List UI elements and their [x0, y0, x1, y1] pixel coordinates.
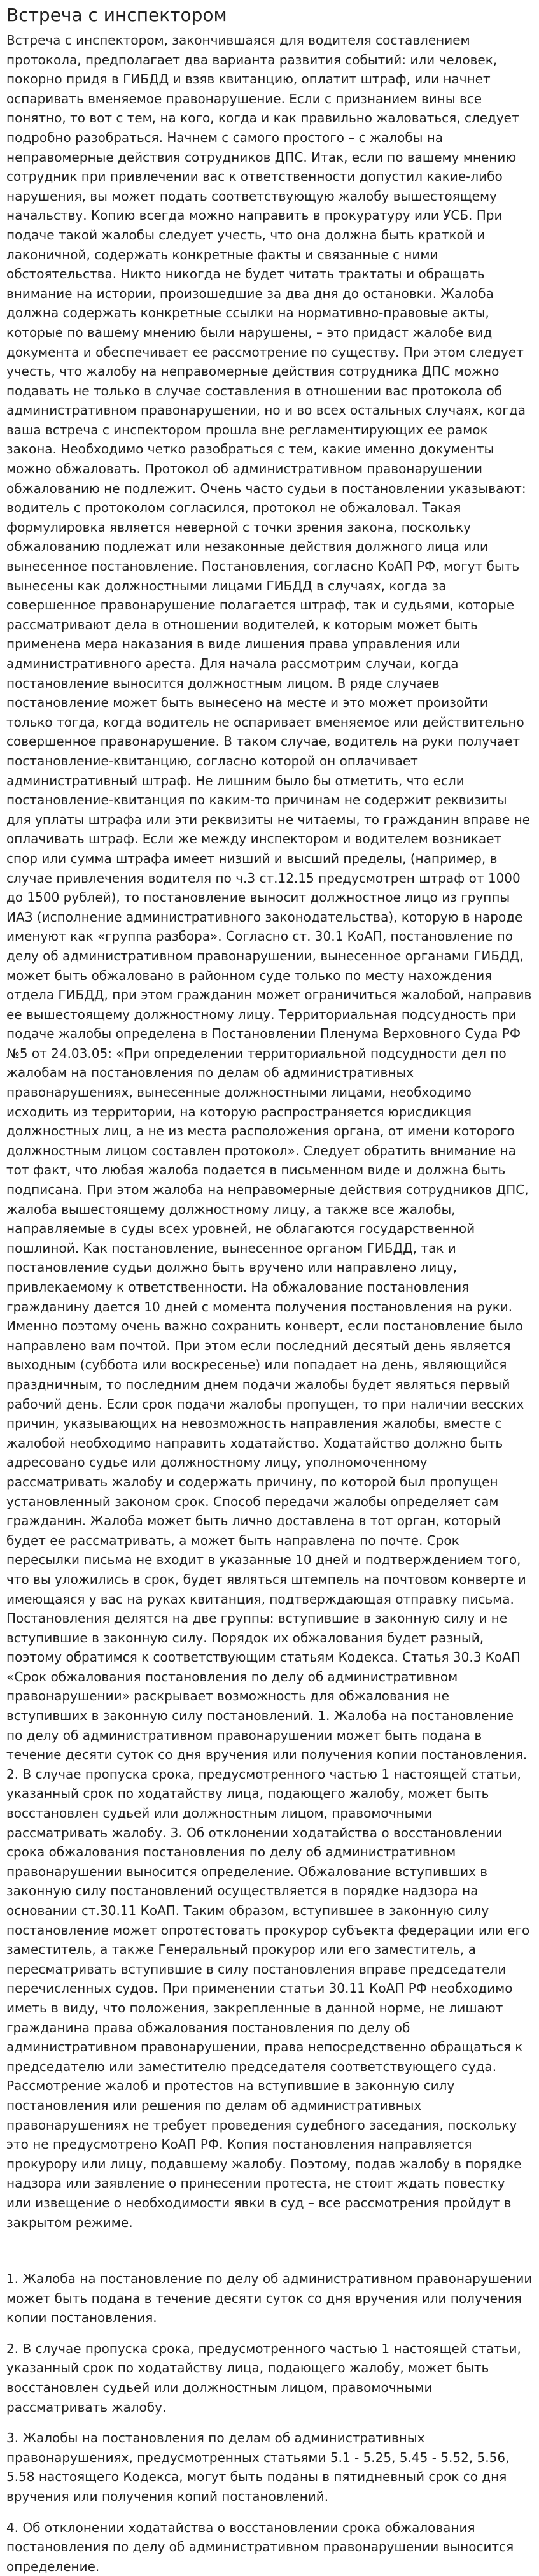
list-item: 3. Жалобы на постановления по делам об административных правонарушениях, предусмотренных статьями 5.1 - 5.25, 5.45 - 5.52, 5.56, 5.58 настоящего Кодекса, могут быть поданы в пятидневный срок со дня вручения или получения копий постановлений.: [6, 2430, 510, 2505]
list-item: 4. Об отклонении ходатайства о восстановлении срока обжалования постановления по делу об административном правонарушении выносится определение.: [6, 2519, 514, 2574]
article-title: Встреча с инспектором: [6, 4, 227, 25]
list-item: 2. В случае пропуска срока, предусмотренного частью 1 настоящей статьи, указанный срок по ходатайству лица, подающего жалобу, может быть восстановлен судьей или должностным лицом, правомочными рассматривать жалобу.: [6, 2340, 521, 2415]
list-item: 1. Жалоба на постановление по делу об административном правонарушении может быть подана в течение десяти суток со дня вручения или получения копии постановления.: [6, 2271, 533, 2326]
numbered-list: [6, 2269, 533, 2576]
article-body: Встреча с инспектором, закончившаяся для водителя составлением протокола, предполагает два варианта развития событий: или человек, покорно придя в ГИБДД и взяв квитанцию, оплатит штраф, или начнет оспаривать вменяемое правонарушение. Если с признанием вины все понятно, то вот с тем, на кого, когда и как правильно жаловаться, следует подробно разобраться. Начнем с самого простого – с жалобы на неправомерные действия сотрудников ДПС. Итак, если по вашему мнению сотрудник при привлечении вас к ответственности допустил какие-либо нарушения, вы может подать соответствующую жалобу вышестоящему начальству. Копию всегда можно направить в прокуратуру или УСБ. При подаче такой жалобы следует учесть, что она должна быть краткой и лаконичной, содержать конкретные факты и связанные с ними обстоятельства. Никто никогда не будет читать трактаты и обращать внимание на истории, произошедшие за два дня до остановки. Жалоба должна содержать конкретные ссылки на нормативно-правовые акты, которые по вашему мнению были нарушены, – это придаст жалобе вид документа и обеспечивает ее рассмотрение по существу. При этом следует учесть, что жалобу на неправомерные действия сотрудника ДПС можно подавать не только в случае составления в отношении вас протокола об административном правонарушении, но и во всех остальных случаях, когда ваша встреча с инспектором прошла вне регламентирующих ее рамок закона. Необходимо четко разобраться с тем, какие именно документы можно обжаловать. Протокол об административном правонарушении обжалованию не подлежит. Очень часто судьи в постановлении указывают: водитель с протоколом согласился, протокол не обжаловал. Такая формулировка является неверной с точки зрения закона, поскольку обжалованию подлежат или незаконные действия должного лица или вынесенное постановление. Постановления, согласно КоАП РФ, могут быть вынесены как должностными лицами ГИБДД в случаях, когда за совершенное правонарушение полагается штраф, так и судьями, которые рассматривают дела в отношении водителей, к которым может быть применена мера наказания в виде лишения права управления или административного ареста. Для начала рассмотрим случаи, когда постановление выносится должностным лицом. В ряде случаев постановление может быть вынесено на месте и это может произойти только тогда, когда водитель не оспаривает вменяемое или действительно совершенное правонарушение. В таком случае, водитель на руки получает постановление-квитанцию, согласно которой он оплачивает административный штраф. Не лишним было бы отметить, что если постановление-квитанция по каким-то причинам не содержит реквизиты для уплаты штрафа или эти реквизиты не читаемы, то гражданин вправе не оплачивать штраф. Если же между инспектором и водителем возникает спор или сумма штрафа имеет низший и высший пределы, (например, в случае привлечения водителя по ч.3 ст.12.15 предусмотрен штраф от 1000 до 1500 рублей), то постановление выносит должностное лицо из группы ИАЗ (исполнение административного законодательства), которую в народе именуют как «группа разбора». Согласно ст. 30.1 КоАП, постановление по делу об административном правонарушении, вынесенное органами ГИБДД, может быть обжаловано в районном суде только по месту нахождения отдела ГИБДД, при этом гражданин может ограничиться жалобой, направив ее вышестоящему должностному лицу. Территориальная подсудность при подаче жалобы определена в Постановлении Пленума Верховного Суда РФ №5 от 24.03.05: «При определении территориальной подсудности дел по жалобам на постановления по делам об административных правонарушениях, вынесенные должностными лицами, необходимо исходить из территории, на которую распространяется юрисдикция должностных лиц, а не из места расположения органа, от имени которого должностным лицом составлен протокол». Следует обратить внимание на тот факт, что любая жалоба подается в письменном виде и должна быть подписана. При этом жалоба на неправомерные действия сотрудников ДПС, жалоба вышестоящему должностному лицу, а также все жалобы, направляемые в суды всех уровней, не облагаются государственной пошлиной. Как постановление, вынесенное органом ГИБДД, так и постановление судьи должно быть вручено или направлено лицу, привлекаемому к ответственности. На обжалование постановления гражданину дается 10 дней с момента получения постановления на руки. Именно поэтому очень важно сохранить конверт, если постановление было направлено вам почтой. При этом если последний десятый день является выходным (суббота или воскресенье) или попадает на день, являющийся праздничным, то последним днем подачи жалобы будет являться первый рабочий день. Если срок подачи жалобы пропущен, то при наличии весских причин, указывающих на невозможность направления жалобы, вместе с жалобой необходимо направить ходатайство. Ходатайство должно быть адресовано судье или должностному лицу, уполномоченному рассматривать жалобу и содержать причину, по которой был пропущен установленный законом срок. Способ передачи жалобы определяет сам гражданин. Жалоба может быть лично доставлена в тот орган, который будет ее рассматривать, а может быть направлена по почте. Срок пересылки письма не входит в указанные 10 дней и подтверждением того, что вы уложились в срок, будет являться штемпель на почтовом конверте и имеющаяся у вас на руках квитанция, подтверждающая отправку письма. Постановления делятся на две группы: вступившие в законную силу и не вступившие в законную силу. Порядок их обжалования будет разный, поэтому обратимся к соответствующим статьям Кодекса. Статья 30.3 КоАП «Срок обжалования постановления по делу об административном правонарушении» раскрывает возможность для обжалования не вступивших в законную силу постановлений. 1. Жалоба на постановление по делу об административном правонарушении может быть подана в течение десяти суток со дня вручения или получения копии постановления. 2. В случае пропуска срока, предусмотренного частью 1 настоящей статьи, указанный срок по ходатайству лица, подающего жалобу, может быть восстановлен судьей или должностным лицом, правомочными рассматривать жалобу. 3. Об отклонении ходатайства о восстановлении срока обжалования постановления по делу об административном правонарушении выносится определение. Обжалование вступивших в законную силу постановлений осуществляется в порядке надзора на основании ст.30.11 КоАП. Таким образом, вступившее в законную силу постановление может опротестовать прокурор субъекта федерации или его заместитель, а также Генеральный прокурор или его заместитель, а пересматривать вступившие в силу постановления вправе председатели перечисленных судов. При применении статьи 30.11 КоАП РФ необходимо иметь в виду, что положения, закрепленные в данной норме, не лишают гражданина права обжалования постановления по делу об административном правонарушении, права непосредственно обращаться к председателю или заместителю председателя соответствующего суда. Рассмотрение жалоб и протестов на вступившие в законную силу постановления или решения по делам об административных правонарушениях не требует проведения судебного заседания, поскольку это не предусмотрено КоАП РФ. Копия постановления направляется прокурору или лицу, подавшему жалобу. Поэтому, подав жалобу в порядке надзора или заявление о принесении протеста, не стоит ждать повестку или извещение о необходимости явки в суд – все рассмотрения пройдут в закрытом режиме.: [6, 32, 532, 2230]
